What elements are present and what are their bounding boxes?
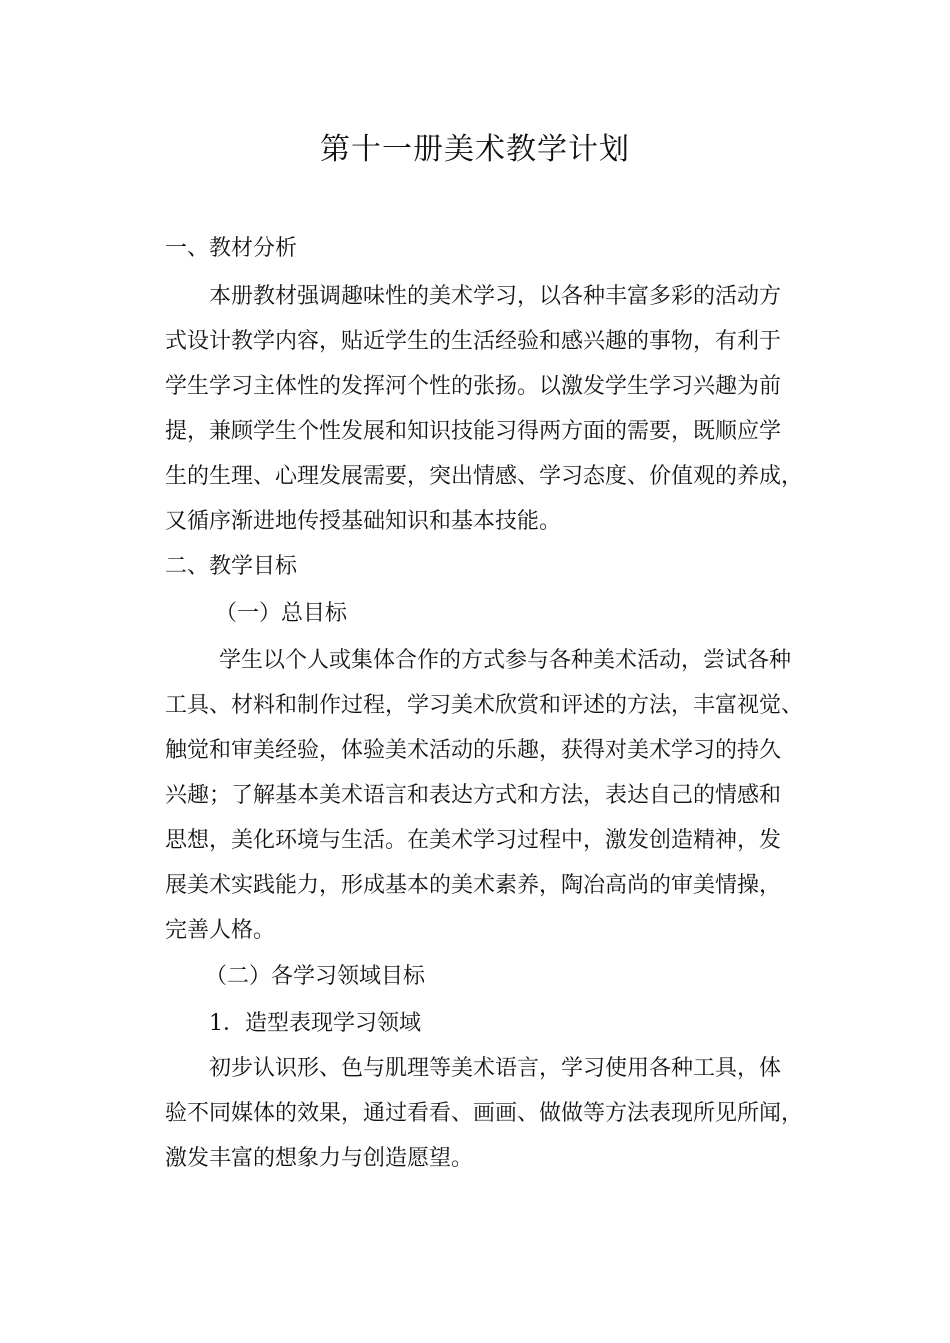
section-heading-teaching-goals: 二、教学目标 <box>165 554 298 579</box>
paragraph-line: 学生以个人或集体合作的方式参与各种美术活动，尝试各种 <box>219 648 792 673</box>
paragraph-line: 思想，美化环境与生活。在美术学习过程中，激发创造精神，发 <box>165 828 782 853</box>
paragraph-line: 工具、材料和制作过程，学习美术欣赏和评述的方法，丰富视觉、 <box>165 693 804 718</box>
subsection-heading-overall-goal: （一）总目标 <box>215 601 348 626</box>
paragraph-line: 触觉和审美经验，体验美术活动的乐趣，获得对美术学习的持久 <box>165 738 782 763</box>
paragraph-line: 提，兼顾学生个性发展和知识技能习得两方面的需要，既顺应学 <box>165 419 782 444</box>
paragraph-line: 完善人格。 <box>165 918 276 943</box>
section-heading-textbook-analysis: 一、教材分析 <box>165 236 298 261</box>
paragraph-line: 本册教材强调趣味性的美术学习，以各种丰富多彩的活动方 <box>209 284 782 309</box>
paragraph-line: 式设计教学内容，贴近学生的生活经验和感兴趣的事物，有利于 <box>165 329 782 354</box>
paragraph-line: 展美术实践能力，形成基本的美术素养，陶冶高尚的审美情操， <box>165 873 782 898</box>
paragraph-line: 初步认识形、色与肌理等美术语言，学习使用各种工具，体 <box>209 1056 782 1081</box>
paragraph-line: 学生学习主体性的发挥河个性的张扬。以激发学生学习兴趣为前 <box>165 374 782 399</box>
paragraph-line: 又循序渐进地传授基础知识和基本技能。 <box>165 509 562 534</box>
paragraph-line: 验不同媒体的效果，通过看看、画画、做做等方法表现所见所闻， <box>165 1101 804 1126</box>
paragraph-line: 激发丰富的想象力与创造愿望。 <box>165 1146 474 1171</box>
paragraph-line: 兴趣；了解基本美术语言和表达方式和方法，表达自己的情感和 <box>165 783 782 808</box>
paragraph-line: 生的生理、心理发展需要，突出情感、学习态度、价值观的养成， <box>165 464 804 489</box>
subsection-heading-domain-goals: （二）各学习领域目标 <box>205 964 426 989</box>
document-title: 第十一册美术教学计划 <box>320 132 630 167</box>
item-heading-modeling-expression: 1．造型表现学习领域 <box>209 1011 421 1036</box>
